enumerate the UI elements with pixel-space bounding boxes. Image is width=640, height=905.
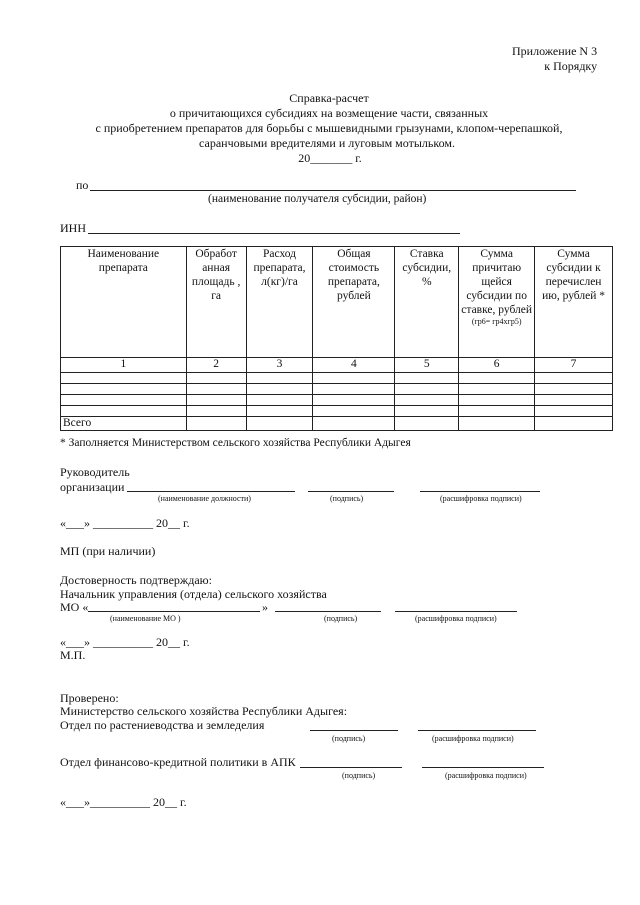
dept2-signature-caption: (подпись)	[342, 771, 376, 780]
head-title: Руководитель	[60, 465, 130, 479]
confirm-decode-caption: (расшифровка подписи)	[415, 614, 497, 623]
table-cell[interactable]	[186, 384, 246, 395]
table-cell[interactable]	[246, 384, 313, 395]
table-row[interactable]	[61, 395, 613, 406]
confirm-decode-field[interactable]	[395, 611, 517, 612]
checked-date: «___»__________ 20__ г.	[60, 795, 187, 809]
confirm-date: «___» __________ 20__ г.	[60, 635, 190, 649]
dept2-decode-field[interactable]	[422, 767, 544, 768]
confirm-mo-field[interactable]	[88, 611, 260, 612]
table-cell[interactable]	[395, 406, 459, 417]
appendix-line1: Приложение N 3	[512, 44, 598, 58]
confirm-signature-caption: (подпись)	[324, 614, 358, 623]
table-cell[interactable]	[246, 395, 313, 406]
head-date: «___» __________ 20__ г.	[60, 516, 190, 530]
head-signature-field[interactable]	[308, 491, 394, 492]
table-cell[interactable]	[535, 406, 613, 417]
footnote: * Заполняется Министерством сельского хозяйства Республики Адыгея	[60, 437, 411, 449]
table-cell[interactable]	[246, 417, 313, 431]
head-stamp: МП (при наличии)	[60, 544, 156, 558]
table-number-row	[61, 358, 613, 373]
title-line1: Справка-расчет	[289, 91, 369, 105]
head-decode-caption: (расшифровка подписи)	[440, 494, 522, 503]
table-number-cell: 3	[246, 358, 313, 373]
table-header-cell	[459, 247, 535, 358]
inn-field[interactable]	[88, 233, 460, 234]
table-number-cell: 4	[313, 358, 395, 373]
table-header-cell: Расход препарата, л(кг)/га	[246, 247, 313, 358]
subsidy-table	[60, 246, 613, 431]
table-cell[interactable]	[535, 417, 613, 431]
table-row[interactable]	[61, 384, 613, 395]
head-decode-field[interactable]	[420, 491, 540, 492]
confirm-mo-open: МО «	[60, 600, 89, 614]
title-line5: 20_______ г.	[298, 151, 362, 165]
head-position-field[interactable]	[127, 491, 295, 492]
recipient-field[interactable]	[90, 190, 576, 191]
table-cell[interactable]	[61, 373, 187, 384]
confirm-signature-field[interactable]	[275, 611, 381, 612]
head-signature-caption: (подпись)	[330, 494, 364, 503]
table-cell[interactable]	[61, 406, 187, 417]
dept1-decode-field[interactable]	[418, 730, 536, 731]
checked-dept1-label: Отдел по растениеводства и земледелия	[60, 718, 265, 732]
table-cell[interactable]	[395, 373, 459, 384]
table-header-note: (гр6= гр4хгр5)	[471, 317, 522, 326]
appendix-label	[512, 44, 597, 74]
title-line3: с приобретением препаратов для борьбы с мышевидными грызунами, клопом-черепашкой,	[95, 121, 563, 135]
dept2-signature-field[interactable]	[300, 767, 402, 768]
table-number-cell: 2	[186, 358, 246, 373]
table-row[interactable]	[61, 406, 613, 417]
table-total-row	[61, 417, 613, 431]
head-position-caption: (наименование должности)	[158, 494, 251, 503]
title-line2: о причитающихся субсидиях на возмещение части, связанных	[169, 106, 489, 120]
table-cell[interactable]	[459, 395, 535, 406]
table-cell[interactable]	[61, 384, 187, 395]
head-org-label: организации	[60, 480, 125, 494]
table-cell[interactable]	[313, 406, 395, 417]
table-cell[interactable]	[186, 406, 246, 417]
table-total-label: Всего	[61, 417, 187, 431]
dept1-signature-caption: (подпись)	[332, 734, 366, 743]
document-title	[0, 91, 640, 166]
confirm-mo-close: »	[262, 600, 268, 614]
confirm-mo-caption: (наименование МО )	[110, 614, 181, 623]
table-number-cell: 5	[395, 358, 459, 373]
table-cell[interactable]	[313, 384, 395, 395]
table-cell[interactable]	[246, 373, 313, 384]
table-cell[interactable]	[313, 373, 395, 384]
table-cell[interactable]	[535, 395, 613, 406]
table-cell[interactable]	[313, 395, 395, 406]
table-cell[interactable]	[459, 417, 535, 431]
table-cell[interactable]	[395, 417, 459, 431]
table-cell[interactable]	[186, 417, 246, 431]
table-cell[interactable]	[535, 384, 613, 395]
table-header-cell: Общая стоимость препарата, рублей	[313, 247, 395, 358]
inn-label: ИНН	[60, 221, 86, 235]
table-header-row	[61, 247, 613, 358]
confirm-stamp: М.П.	[60, 648, 86, 662]
table-number-cell: 1	[61, 358, 187, 373]
dept1-decode-caption: (расшифровка подписи)	[432, 734, 514, 743]
table-header-cell: Наименование препарата	[61, 247, 187, 358]
table-header-text: Сумма причитаю щейся субсидии по ставке, рублей	[461, 248, 533, 316]
table-header-cell: Обработ анная площадь , га	[186, 247, 246, 358]
table-cell[interactable]	[395, 395, 459, 406]
table-header-cell: Сумма субсидии к перечислен ию, рублей *	[535, 247, 613, 358]
dept1-signature-field[interactable]	[310, 730, 398, 731]
table-cell[interactable]	[459, 373, 535, 384]
table-cell[interactable]	[186, 395, 246, 406]
confirm-chief-label: Начальник управления (отдела) сельского хозяйства	[60, 587, 327, 601]
table-cell[interactable]	[459, 406, 535, 417]
table-row[interactable]	[61, 373, 613, 384]
confirm-title: Достоверность подтверждаю:	[60, 573, 212, 587]
appendix-line2: к Порядку	[544, 59, 598, 73]
table-cell[interactable]	[535, 373, 613, 384]
table-cell[interactable]	[459, 384, 535, 395]
table-header-cell: Ставка субсидии, %	[395, 247, 459, 358]
title-line4: саранчовыми вредителями и луговым мотыльком.	[199, 136, 455, 150]
dept2-decode-caption: (расшифровка подписи)	[445, 771, 527, 780]
table-number-cell: 7	[535, 358, 613, 373]
table-cell[interactable]	[395, 384, 459, 395]
table-number-cell: 6	[459, 358, 535, 373]
table-cell[interactable]	[246, 406, 313, 417]
table-cell[interactable]	[313, 417, 395, 431]
checked-dept2-label: Отдел финансово-кредитной политики в АПК	[60, 755, 296, 769]
recipient-label: по	[76, 178, 89, 192]
recipient-caption: (наименование получателя субсидии, район)	[208, 193, 427, 205]
checked-ministry: Министерство сельского хозяйства Республики Адыгея:	[60, 704, 348, 718]
table-cell[interactable]	[61, 395, 187, 406]
checked-title: Проверено:	[60, 691, 119, 705]
table-cell[interactable]	[186, 373, 246, 384]
